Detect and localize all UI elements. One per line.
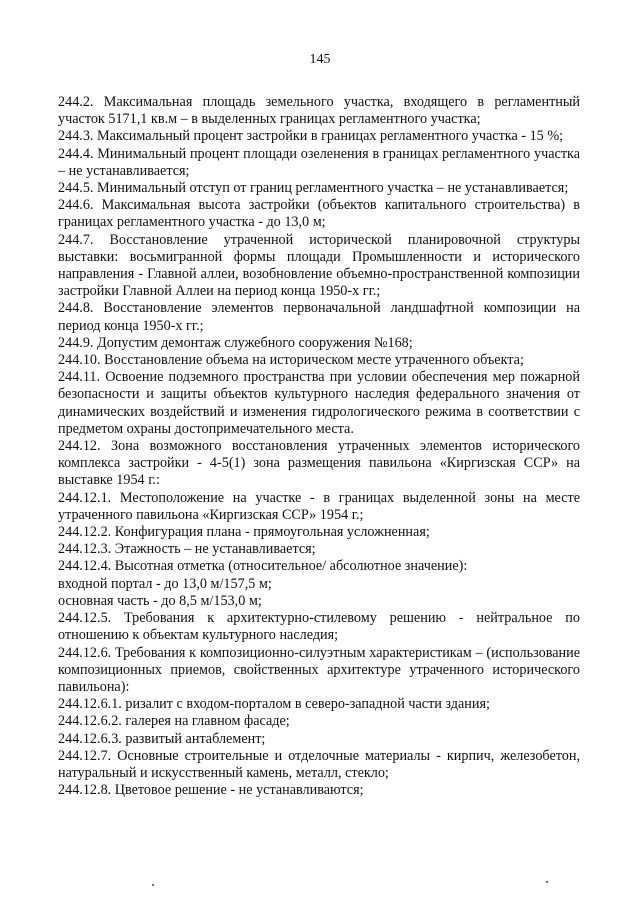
paragraph-244-12-8: 244.12.8. Цветовое решение - не устанавливаются;	[58, 782, 364, 799]
paragraph-244-12-2: 244.12.2. Конфигурация плана - прямоугольная усложненная;	[58, 524, 430, 541]
paragraph-244-12-6-1: 244.12.6.1. ризалит с входом-порталом в северо-западной части здания;	[58, 696, 490, 713]
paragraph-244-7: 244.7. Восстановление утраченной исторической планировочной структуры выставки: восьмигранной формы площади Промышленности и исторического направления - Главной аллеи, возобновление объемно-пространственной композиции застройки Главной Аллеи на период конца 1950-х гг.;	[58, 231, 580, 300]
paragraph-244-12-5: 244.12.5. Требования к архитектурно-стилевому решению - нейтральное по отношению к объектам культурного наследия;	[58, 610, 580, 644]
paragraph-entrance-portal: входной портал - до 13,0 м/157,5 м;	[58, 575, 272, 592]
paragraph-main-part: основная часть - до 8,5 м/153,0 м;	[58, 592, 262, 609]
scan-speck	[152, 884, 154, 886]
paragraph-244-12-4: 244.12.4. Высотная отметка (относительное/ абсолютное значение):	[58, 558, 468, 575]
paragraph-244-3: 244.3. Максимальный процент застройки в границах регламентного участка - 15 %;	[58, 128, 564, 145]
document-body	[58, 94, 580, 799]
paragraph-244-4: 244.4. Минимальный процент площади озеленения в границах регламентного участка – не устанавливается;	[58, 145, 580, 179]
paragraph-244-2: 244.2. Максимальная площадь земельного участка, входящего в регламентный участок 5171,1 кв.м – в выделенных границах регламентного участка;	[58, 94, 580, 128]
paragraph-244-12-1: 244.12.1. Местоположение на участке - в границах выделенной зоны на месте утраченного павильона «Киргизская ССР» 1954 г.;	[58, 489, 580, 523]
paragraph-244-12-6: 244.12.6. Требования к композиционно-силуэтным характеристикам – (использование композиционных приемов, свойственных архитектуре утраченного исторического павильона):	[58, 644, 580, 695]
paragraph-244-12-3: 244.12.3. Этажность – не устанавливается;	[58, 541, 316, 558]
paragraph-244-5: 244.5. Минимальный отступ от границ регламентного участка – не устанавливается;	[58, 180, 569, 197]
scan-speck	[546, 881, 548, 883]
paragraph-244-12: 244.12. Зона возможного восстановления утраченных элементов исторического комплекса застройки - 4-5(1) зона размещения павильона «Киргизская ССР» на выставке 1954 г.:	[58, 438, 580, 489]
paragraph-244-11: 244.11. Освоение подземного пространства при условии обеспечения мер пожарной безопасности и защиты объектов культурного наследия федерального значения от динамических воздействий и изменения гидрологического режима в соответствии с предметом охраны достопримечательного места.	[58, 369, 580, 437]
paragraph-244-9: 244.9. Допустим демонтаж служебного сооружения №168;	[58, 334, 413, 351]
paragraph-244-12-6-2: 244.12.6.2. галерея на главном фасаде;	[58, 713, 290, 730]
paragraph-244-12-6-3: 244.12.6.3. развитый антаблемент;	[58, 730, 266, 747]
paragraph-244-8: 244.8. Восстановление элементов первоначальной ландшафтной композиции на период конца 1950-х гг.;	[58, 300, 580, 334]
paragraph-244-12-7: 244.12.7. Основные строительные и отделочные материалы - кирпич, железобетон, натуральный и искусственный камень, металл, стекло;	[58, 747, 580, 781]
paragraph-244-10: 244.10. Восстановление объема на историческом месте утраченного объекта;	[58, 352, 524, 369]
paragraph-244-6: 244.6. Максимальная высота застройки (объектов капитального строительства) в границах регламентного участка - до 13,0 м;	[58, 197, 580, 231]
page-number: 145	[309, 52, 331, 67]
